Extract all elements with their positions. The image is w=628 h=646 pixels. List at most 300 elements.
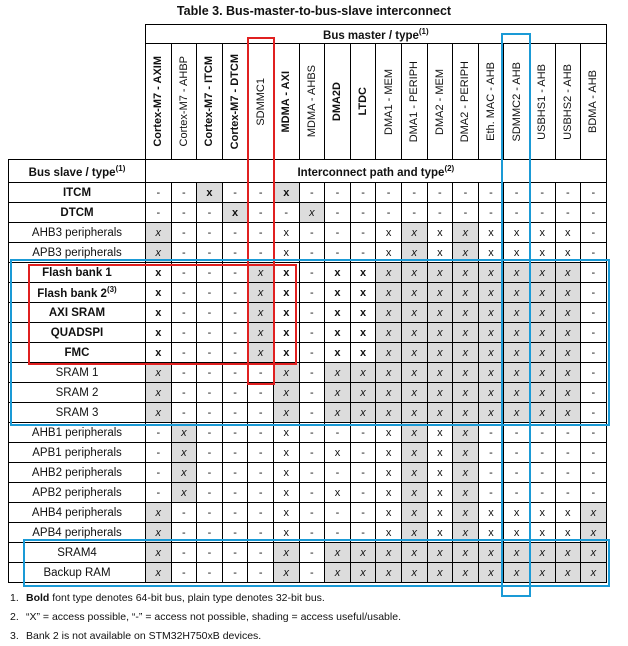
access-cell: x [529,283,555,303]
access-cell: x [350,283,376,303]
access-cell: x [376,463,402,483]
access-cell: - [273,203,299,223]
access-cell: x [504,283,530,303]
master-column-label: BDMA - AHB [587,70,600,133]
access-cell: x [529,543,555,563]
access-cell: x [273,183,299,203]
access-cell: - [171,383,197,403]
access-cell: - [197,503,223,523]
access-cell: x [146,503,172,523]
access-cell: - [581,403,607,423]
access-cell: x [427,463,453,483]
access-cell: x [376,503,402,523]
access-cell: x [427,383,453,403]
access-cell: x [325,283,351,303]
master-column-label: MDMA - AHBS [305,65,318,138]
access-cell: x [350,303,376,323]
access-cell: x [478,263,504,283]
bus-slave-cell [9,423,146,443]
footnote-number: 3. [10,630,19,642]
access-cell: - [248,423,274,443]
access-cell: x [478,243,504,263]
interconnect-table-wrapper [8,24,607,583]
table-row [9,383,607,403]
access-cell: - [248,523,274,543]
bus-slave-cell [9,343,146,363]
access-cell: - [197,203,223,223]
master-column-label: LTDC [357,87,370,116]
access-cell: x [478,403,504,423]
access-cell: x [581,563,607,583]
access-cell: - [222,303,248,323]
access-cell: x [325,383,351,403]
interconnect-path-header [146,160,607,183]
access-cell: - [197,323,223,343]
access-cell: - [171,503,197,523]
access-cell: x [401,423,427,443]
master-column-header [453,44,479,160]
access-cell: - [222,443,248,463]
access-cell: - [197,283,223,303]
access-cell: - [581,303,607,323]
access-cell: x [376,323,402,343]
access-cell: x [504,543,530,563]
access-cell: - [248,543,274,563]
access-cell: x [401,283,427,303]
access-cell: - [376,183,402,203]
bus-slave-cell [9,403,146,423]
access-cell: - [299,383,325,403]
access-cell: x [555,343,581,363]
access-cell: x [401,323,427,343]
access-cell: - [478,183,504,203]
access-cell: - [453,183,479,203]
footnote-number: 1. [10,592,19,604]
bus-master-header [146,25,607,44]
bus-slave-cell [9,523,146,543]
access-cell: x [453,283,479,303]
access-cell: - [325,223,351,243]
access-cell: - [350,483,376,503]
access-cell: x [453,323,479,343]
access-cell: x [401,403,427,423]
access-cell: - [197,463,223,483]
access-cell: x [273,223,299,243]
master-column-header [171,44,197,160]
access-cell: - [529,203,555,223]
access-cell: - [171,263,197,283]
access-cell: - [171,203,197,223]
access-cell: x [555,283,581,303]
access-cell: x [453,483,479,503]
access-cell: - [350,203,376,223]
access-cell: - [248,563,274,583]
access-cell: x [555,543,581,563]
access-cell: x [273,303,299,323]
master-column-header [273,44,299,160]
access-cell: x [453,303,479,323]
access-cell: x [376,363,402,383]
access-cell: - [299,543,325,563]
access-cell: - [222,483,248,503]
bus-slave-cell [9,323,146,343]
access-cell: - [171,243,197,263]
access-cell: - [504,443,530,463]
access-cell: - [222,403,248,423]
table-row [9,223,607,243]
access-cell: x [299,203,325,223]
bus-slave-label: ITCM [62,186,92,199]
access-cell: - [401,203,427,223]
access-cell: x [376,303,402,323]
access-cell: - [222,563,248,583]
access-cell: x [581,543,607,563]
access-cell: x [350,543,376,563]
access-cell: x [555,563,581,583]
access-cell: x [325,403,351,423]
access-cell: - [171,343,197,363]
access-cell: x [529,363,555,383]
bus-slave-cell [9,443,146,463]
access-cell: x [555,243,581,263]
access-cell: x [197,183,223,203]
access-cell: - [171,323,197,343]
bus-slave-cell [9,563,146,583]
access-cell: x [453,243,479,263]
access-cell: - [222,523,248,543]
bus-slave-header-text: Bus slave / type [28,166,116,179]
access-cell: x [325,363,351,383]
master-column-label: Cortex-M7 - ITCM [203,56,216,147]
access-cell: x [504,363,530,383]
access-cell: - [299,363,325,383]
access-cell: x [171,463,197,483]
access-cell: x [427,223,453,243]
access-cell: x [453,443,479,463]
access-cell: x [325,343,351,363]
footnotes [10,589,401,646]
access-cell: - [555,183,581,203]
bus-slave-label: APB3 peripherals [32,246,122,259]
table-row [9,403,607,423]
master-column-label: MDMA - AXI [280,70,293,133]
access-cell: x [146,263,172,283]
access-cell: x [248,303,274,323]
access-cell: x [376,403,402,423]
access-cell: x [273,363,299,383]
access-cell: x [478,223,504,243]
access-cell: x [427,523,453,543]
access-cell: - [504,203,530,223]
access-cell: x [478,383,504,403]
access-cell: x [350,403,376,423]
bus-slave-label: APB2 peripherals [32,486,122,499]
access-cell: - [325,243,351,263]
access-cell: x [504,263,530,283]
access-cell: x [453,423,479,443]
access-cell: x [401,363,427,383]
access-cell: - [248,403,274,423]
bus-slave-label: Flash bank 1 [42,266,112,279]
access-cell: - [581,483,607,503]
footnote-text: Bank 2 is not available on STM32H750xB devices. [26,630,262,642]
access-cell: - [478,483,504,503]
bus-master-footnote-ref: (1) [418,26,429,36]
access-cell: - [197,523,223,543]
access-cell: - [478,443,504,463]
interconnect-table [8,24,607,583]
bus-slave-cell [9,243,146,263]
table-row [9,463,607,483]
access-cell: x [146,323,172,343]
access-cell: - [299,403,325,423]
access-cell: - [504,183,530,203]
access-cell: x [376,423,402,443]
access-cell: x [427,503,453,523]
table-title: Table 3. Bus-master-to-bus-slave interconnect [176,4,452,18]
master-column-header [376,44,402,160]
access-cell: - [146,443,172,463]
access-cell: - [222,263,248,283]
access-cell: x [401,483,427,503]
access-cell: - [248,383,274,403]
master-column-label: DMA2 - PERIPH [459,60,472,143]
table-row [9,343,607,363]
access-cell: x [427,323,453,343]
access-cell: - [555,423,581,443]
bus-slave-label: SRAM 2 [55,386,99,399]
access-cell: - [222,323,248,343]
access-cell: x [273,383,299,403]
access-cell: x [401,383,427,403]
access-cell: - [581,443,607,463]
access-cell: x [529,403,555,423]
access-cell: - [222,543,248,563]
access-cell: - [171,563,197,583]
access-cell: - [248,443,274,463]
access-cell: - [171,403,197,423]
bus-slave-label: Backup RAM [43,566,111,579]
access-cell: - [146,463,172,483]
access-cell: - [197,263,223,283]
access-cell: x [401,503,427,523]
interconnect-path-header-text: Interconnect path and type [297,166,445,179]
access-cell: - [555,483,581,503]
access-cell: x [376,383,402,403]
access-cell: x [350,323,376,343]
access-cell: - [581,223,607,243]
access-cell: x [376,223,402,243]
access-cell: x [529,383,555,403]
master-column-label: Cortex-M7 - AXIM [152,56,165,147]
access-cell: x [478,563,504,583]
access-cell: - [325,423,351,443]
access-cell: x [555,403,581,423]
master-column-label: DMA1 - MEM [382,68,395,135]
access-cell: - [299,303,325,323]
access-cell: - [197,303,223,323]
access-cell: x [376,243,402,263]
access-cell: x [478,503,504,523]
access-cell: - [299,223,325,243]
access-cell: - [555,443,581,463]
access-cell: - [222,183,248,203]
access-cell: x [504,563,530,583]
access-cell: x [350,263,376,283]
access-cell: x [376,443,402,463]
table-row [9,523,607,543]
access-cell: - [146,203,172,223]
access-cell: x [427,343,453,363]
access-cell: x [401,523,427,543]
bus-slave-cell [9,303,146,323]
access-cell: x [401,563,427,583]
master-column-label: DMA2 - MEM [433,68,446,135]
access-cell: - [222,243,248,263]
access-cell: x [273,323,299,343]
access-cell: x [555,383,581,403]
access-cell: x [376,563,402,583]
access-cell: - [478,463,504,483]
access-cell: - [248,223,274,243]
table-row [9,283,607,303]
access-cell: x [325,563,351,583]
access-cell: x [350,363,376,383]
access-cell: x [478,283,504,303]
access-cell: - [299,503,325,523]
access-cell: x [504,303,530,323]
bus-slave-cell [9,363,146,383]
bus-slave-cell [9,223,146,243]
access-cell: x [273,263,299,283]
access-cell: - [299,523,325,543]
access-cell: - [248,463,274,483]
access-cell: - [171,303,197,323]
access-cell: x [529,303,555,323]
access-cell: - [171,543,197,563]
access-cell: - [248,183,274,203]
access-cell: x [427,403,453,423]
access-cell: x [273,443,299,463]
header-corner [9,25,146,160]
access-cell: - [146,483,172,503]
access-cell: x [146,283,172,303]
access-cell: - [427,203,453,223]
access-cell: x [427,283,453,303]
table-row [9,263,607,283]
access-cell: - [529,423,555,443]
bus-slave-cell [9,543,146,563]
access-cell: x [504,383,530,403]
access-cell: x [273,483,299,503]
master-column-header [197,44,223,160]
access-cell: - [248,203,274,223]
access-cell: x [401,223,427,243]
bus-master-header-row [9,25,607,44]
access-cell: x [146,243,172,263]
access-cell: - [478,423,504,443]
master-column-header [478,44,504,160]
access-cell: - [197,443,223,463]
master-column-label: SDMMC1 [254,77,267,126]
bus-slave-label: SRAM 1 [55,366,99,379]
access-cell: - [299,463,325,483]
master-column-header [222,44,248,160]
table-row [9,543,607,563]
access-cell: - [248,503,274,523]
access-cell: x [581,503,607,523]
footnote-number: 2. [10,611,19,623]
access-cell: x [248,283,274,303]
bus-slave-label: APB1 peripherals [32,446,122,459]
table-row [9,563,607,583]
access-cell: x [427,563,453,583]
access-cell: - [350,503,376,523]
table-row [9,303,607,323]
access-cell: x [529,503,555,523]
master-column-header [529,44,555,160]
access-cell: - [299,183,325,203]
bus-slave-label: FMC [64,346,90,359]
access-cell: - [325,503,351,523]
access-cell: x [273,463,299,483]
table-row [9,363,607,383]
access-cell: x [529,243,555,263]
access-cell: - [197,363,223,383]
access-cell: x [222,203,248,223]
bus-slave-cell [9,503,146,523]
footnote-text: font type denotes 64-bit bus, plain type denotes 32-bit bus. [49,592,325,604]
access-cell: - [197,563,223,583]
table-row [9,203,607,223]
table-row [9,503,607,523]
bus-slave-label: AHB2 peripherals [31,466,123,479]
access-cell: - [248,483,274,503]
access-cell: - [453,203,479,223]
access-cell: - [555,463,581,483]
access-cell: x [555,523,581,543]
access-cell: x [325,483,351,503]
access-cell: - [581,243,607,263]
access-cell: - [325,203,351,223]
bus-slave-label: AHB3 peripherals [31,226,123,239]
master-column-header [350,44,376,160]
master-column-header [504,44,530,160]
master-column-header [427,44,453,160]
access-cell: x [529,343,555,363]
access-cell: x [478,523,504,543]
access-cell: x [453,543,479,563]
access-cell: x [555,323,581,343]
master-column-header [581,44,607,160]
access-cell: x [453,563,479,583]
access-cell: - [581,263,607,283]
access-cell: - [248,243,274,263]
access-cell: x [427,483,453,503]
access-cell: x [350,343,376,363]
access-cell: - [581,423,607,443]
access-cell: - [325,183,351,203]
access-cell: x [376,483,402,503]
master-column-label: DMA1 - PERIPH [408,60,421,143]
access-cell: x [504,323,530,343]
access-cell: x [427,263,453,283]
access-cell: x [171,483,197,503]
bus-slave-cell [9,183,146,203]
access-cell: - [222,363,248,383]
access-cell: x [325,443,351,463]
slave-header-row [9,160,607,183]
